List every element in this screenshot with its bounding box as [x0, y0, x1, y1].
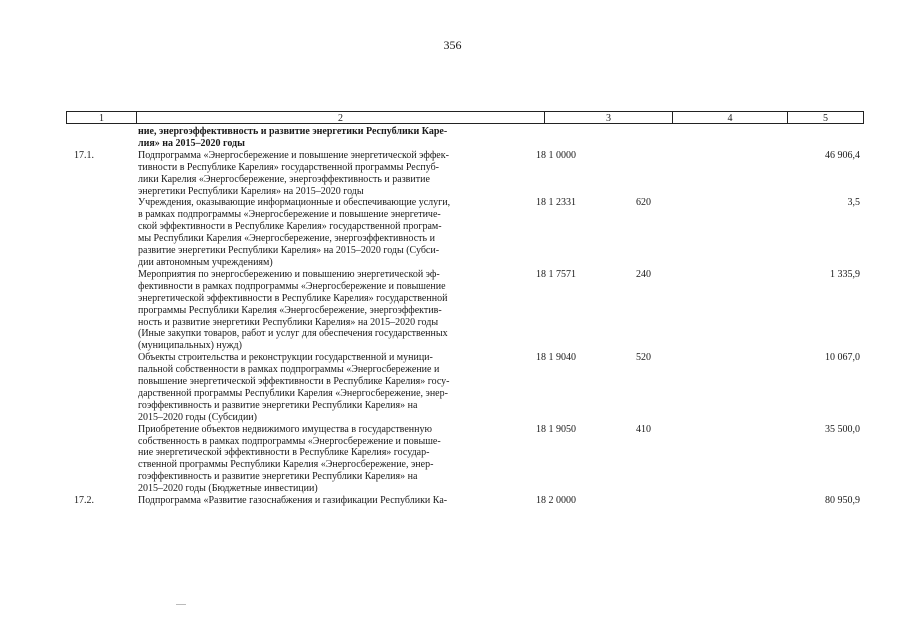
- table-row: [66, 424, 864, 495]
- row-description: Учреждения, оказывающие информационные и обеспечивающие услуги, в рамках подпрограммы «Энергосбережение и повышение энергетиче- ской эффективности в Республике Карелия» государственной програм- мы Республики Карелия «Энергосбережение, энергоэффективность и развитие энергетики Республики Карелия» на 2015–2020 годы (Субси- дии автономным учреждениям): [138, 197, 451, 268]
- row-number: 17.2.: [74, 495, 94, 507]
- scan-artifact: [176, 604, 186, 605]
- row-number: 17.1.: [74, 149, 94, 161]
- row-description: Мероприятия по энергосбережению и повышению энергетической эф- фективности в рамках подпрограммы «Энергосбережение и повышение энергетической эффективности в Республике Карелия» государственной программы Республики Карелия «Энергосбережение, энергоэффектив- ность и развитие энергетики Республики Карелия» на 2015–2020 годы (Иные закупки товаров, работ и услуг для обеспечения государственных (муниципальных) нужд): [138, 268, 448, 352]
- row-type: 520: [636, 352, 651, 364]
- row-type: 620: [636, 197, 651, 209]
- table-row: [66, 269, 864, 352]
- row-code: 18 1 9040: [536, 352, 576, 364]
- row-code: 18 1 2331: [536, 197, 576, 209]
- header-col-4: 4: [673, 112, 788, 123]
- table-row: [66, 197, 864, 268]
- table-header: [66, 111, 864, 124]
- header-col-3: 3: [545, 112, 673, 123]
- row-description: Подпрограмма «Энергосбережение и повышение энергетической эффек- тивности в Республике Карелия» государственной программы Респуб- лики Карелия «Энергосбережение, энергоэффективность и развитие энергетики Республики Карелия» на 2015–2020 годы: [138, 149, 449, 197]
- row-description: Подпрограмма «Развитие газоснабжения и газификации Республики Ка-: [138, 495, 448, 507]
- table-row: [66, 126, 864, 150]
- row-description: ние, энергоэффективность и развитие энергетики Республики Каре- лия» на 2015–2020 годы: [138, 126, 448, 149]
- row-type: 410: [636, 423, 651, 435]
- row-amount: 1 335,9: [830, 268, 860, 280]
- row-type: 240: [636, 268, 651, 280]
- header-col-5: 5: [823, 113, 828, 124]
- row-code: 18 1 7571: [536, 268, 576, 280]
- header-col-1: 1: [67, 112, 137, 123]
- row-description: Объекты строительства и реконструкции государственной и муници- пальной собственности в рамках подпрограммы «Энергосбережение и повышение энергетической эффективности в Республике Карелия» госу- дарственной программы Республики Карелия «Энергосбережение, энер- гоэффективность и развитие энергетики Республики Карелия» на 2015–2020 годы (Субсидии): [138, 352, 450, 423]
- table-body: [66, 126, 864, 507]
- row-amount: 35 500,0: [825, 423, 860, 435]
- header-col-2: 2: [137, 112, 545, 123]
- row-amount: 3,5: [847, 197, 860, 209]
- table-row: [66, 495, 864, 507]
- row-code: 18 1 0000: [536, 149, 576, 161]
- row-code: 18 2 0000: [536, 495, 576, 507]
- table-row: [66, 352, 864, 423]
- row-amount: 80 950,9: [825, 495, 860, 507]
- row-description: Приобретение объектов недвижимого имущества в государственную собственность в рамках подпрограммы «Энергосбережение и повыше- ние энергетической эффективности в Республике Карелия» государ- ственной программы Республики Карелия «Энергосбережение, энер- гоэффективность и развитие энергетики Республики Карелия» на 2015–2020 годы (Бюджетные инвестиции): [138, 423, 441, 495]
- page-number: 356: [443, 38, 462, 52]
- row-amount: 10 067,0: [825, 352, 860, 364]
- row-amount: 46 906,4: [825, 149, 860, 161]
- row-code: 18 1 9050: [536, 423, 576, 435]
- table-row: [66, 150, 864, 198]
